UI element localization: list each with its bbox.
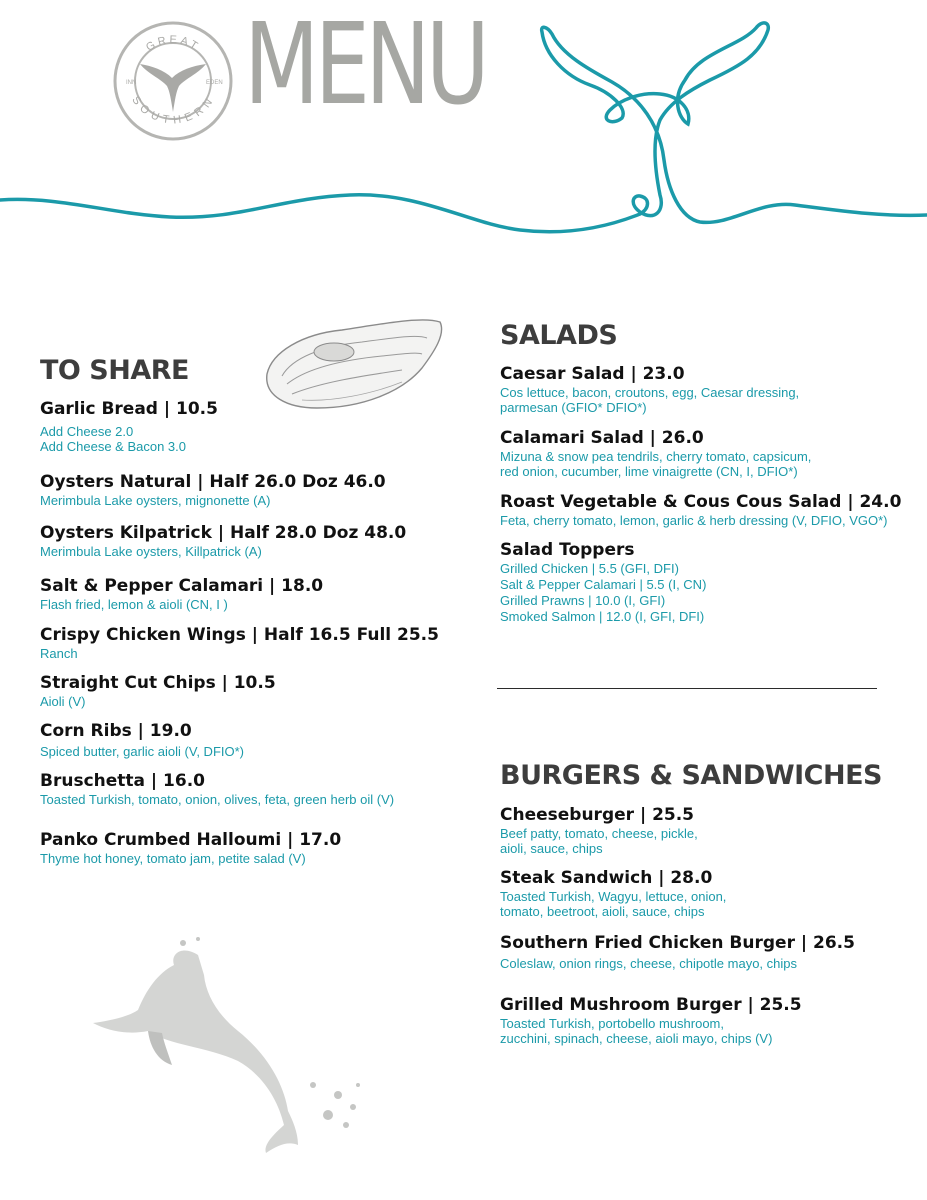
menu-item-desc: Coleslaw, onion rings, cheese, chipotle mayo, chips (500, 956, 797, 971)
menu-item (500, 491, 901, 528)
svg-text:GREAT (144, 34, 202, 54)
menu-item-desc: zucchini, spinach, cheese, aioli mayo, chips (V) (500, 1031, 773, 1046)
menu-item-desc: Salt & Pepper Calamari | 5.5 (I, CN) (500, 577, 707, 592)
menu-item-name: Garlic Bread | 10.5 (40, 399, 218, 419)
menu-item-name: Caesar Salad | 23.0 (500, 364, 685, 384)
menu-item (40, 624, 439, 661)
section-title-burgers: BURGERS & SANDWICHES (500, 760, 882, 791)
menu-item-name: Grilled Mushroom Burger | 25.5 (500, 995, 802, 1015)
menu-item-name: Crispy Chicken Wings | Half 16.5 Full 25.5 (40, 625, 439, 645)
menu-item-desc: tomato, beetroot, aioli, sauce, chips (500, 904, 705, 919)
menu-item-name: Straight Cut Chips | 10.5 (40, 673, 276, 693)
menu-item-desc: Feta, cherry tomato, lemon, garlic & herb dressing (V, DFIO, VGO*) (500, 513, 888, 528)
menu-item-name: Oysters Kilpatrick | Half 28.0 Doz 48.0 (40, 523, 407, 543)
menu-item (500, 804, 698, 856)
menu-item-desc: Ranch (40, 646, 78, 661)
menu-item (40, 672, 276, 709)
menu-item-desc: Add Cheese 2.0 (40, 424, 134, 439)
section-title-to-share: TO SHARE (40, 355, 189, 386)
menu-item-desc: parmesan (GFIO* DFIO*) (500, 400, 647, 415)
menu-item (500, 932, 855, 971)
menu-item (500, 867, 726, 919)
menu-item (40, 829, 341, 866)
section-divider (497, 688, 877, 689)
menu-item-desc: Cos lettuce, bacon, croutons, egg, Caesar dressing, (500, 385, 800, 400)
logo (112, 20, 234, 142)
menu-item-name: Panko Crumbed Halloumi | 17.0 (40, 830, 342, 850)
menu-item (40, 770, 394, 807)
menu-item-name: Corn Ribs | 19.0 (40, 721, 192, 741)
menu-item-desc: Merimbula Lake oysters, Killpatrick (A) (40, 544, 262, 559)
menu-item-name: Roast Vegetable & Cous Cous Salad | 24.0 (500, 492, 902, 512)
whale-illustration-icon (88, 935, 388, 1155)
menu-item-desc: Mizuna & snow pea tendrils, cherry tomato, capsicum, (500, 449, 812, 464)
menu-item-name: Southern Fried Chicken Burger | 26.5 (500, 933, 855, 953)
page-title: MENU (244, 0, 486, 130)
menu-item-desc: Toasted Turkish, Wagyu, lettuce, onion, (500, 889, 727, 904)
menu-item-desc: Beef patty, tomato, cheese, pickle, (500, 826, 698, 841)
menu-item (40, 522, 406, 559)
menu-item (500, 994, 802, 1046)
menu-item-desc: Grilled Chicken | 5.5 (GFI, DFI) (500, 561, 679, 576)
logo-top-text: GREAT (144, 33, 203, 54)
menu-item (40, 720, 244, 759)
menu-item (500, 539, 706, 625)
menu-item-name: Calamari Salad | 26.0 (500, 428, 704, 448)
menu-item-name: Bruschetta | 16.0 (40, 771, 205, 791)
menu-item-desc: Thyme hot honey, tomato jam, petite salad (V) (40, 851, 306, 866)
menu-item-name: Cheeseburger | 25.5 (500, 805, 695, 825)
menu-item-desc: Toasted Turkish, tomato, onion, olives, feta, green herb oil (V) (40, 792, 395, 807)
menu-item-name: Salad Toppers (500, 540, 635, 560)
menu-item-desc: Flash fried, lemon & aioli (CN, I ) (40, 597, 228, 612)
oyster-icon (262, 312, 447, 412)
menu-item-desc: aioli, sauce, chips (500, 841, 603, 856)
menu-item-desc: Toasted Turkish, portobello mushroom, (500, 1016, 724, 1031)
menu-item-desc: Spiced butter, garlic aioli (V, DFIO*) (40, 744, 244, 759)
menu-item-desc: red onion, cucumber, lime vinaigrette (CN, I, DFIO*) (500, 464, 798, 479)
section-title-salads: SALADS (500, 320, 618, 351)
menu-item-desc: Grilled Prawns | 10.0 (I, GFI) (500, 593, 666, 608)
menu-item-name: Oysters Natural | Half 26.0 Doz 46.0 (40, 472, 386, 492)
menu-item (500, 427, 811, 479)
menu-item-desc: Smoked Salmon | 12.0 (I, GFI, DFI) (500, 609, 705, 624)
menu-item (40, 471, 386, 508)
menu-item (500, 363, 799, 415)
logo-bottom-text: SOUTHERN (129, 94, 217, 127)
logo-right-text: EDEN (206, 80, 223, 86)
logo-left-text: INN (126, 80, 137, 86)
menu-item-desc: Merimbula Lake oysters, mignonette (A) (40, 493, 271, 508)
menu-item-desc: Add Cheese & Bacon 3.0 (40, 439, 186, 454)
menu-item (40, 575, 323, 612)
menu-item-name: Steak Sandwich | 28.0 (500, 868, 713, 888)
menu-item-desc: Aioli (V) (40, 694, 86, 709)
logo-whale-tail-icon (140, 64, 206, 112)
menu-item-name: Salt & Pepper Calamari | 18.0 (40, 576, 324, 596)
menu-item (40, 398, 218, 454)
